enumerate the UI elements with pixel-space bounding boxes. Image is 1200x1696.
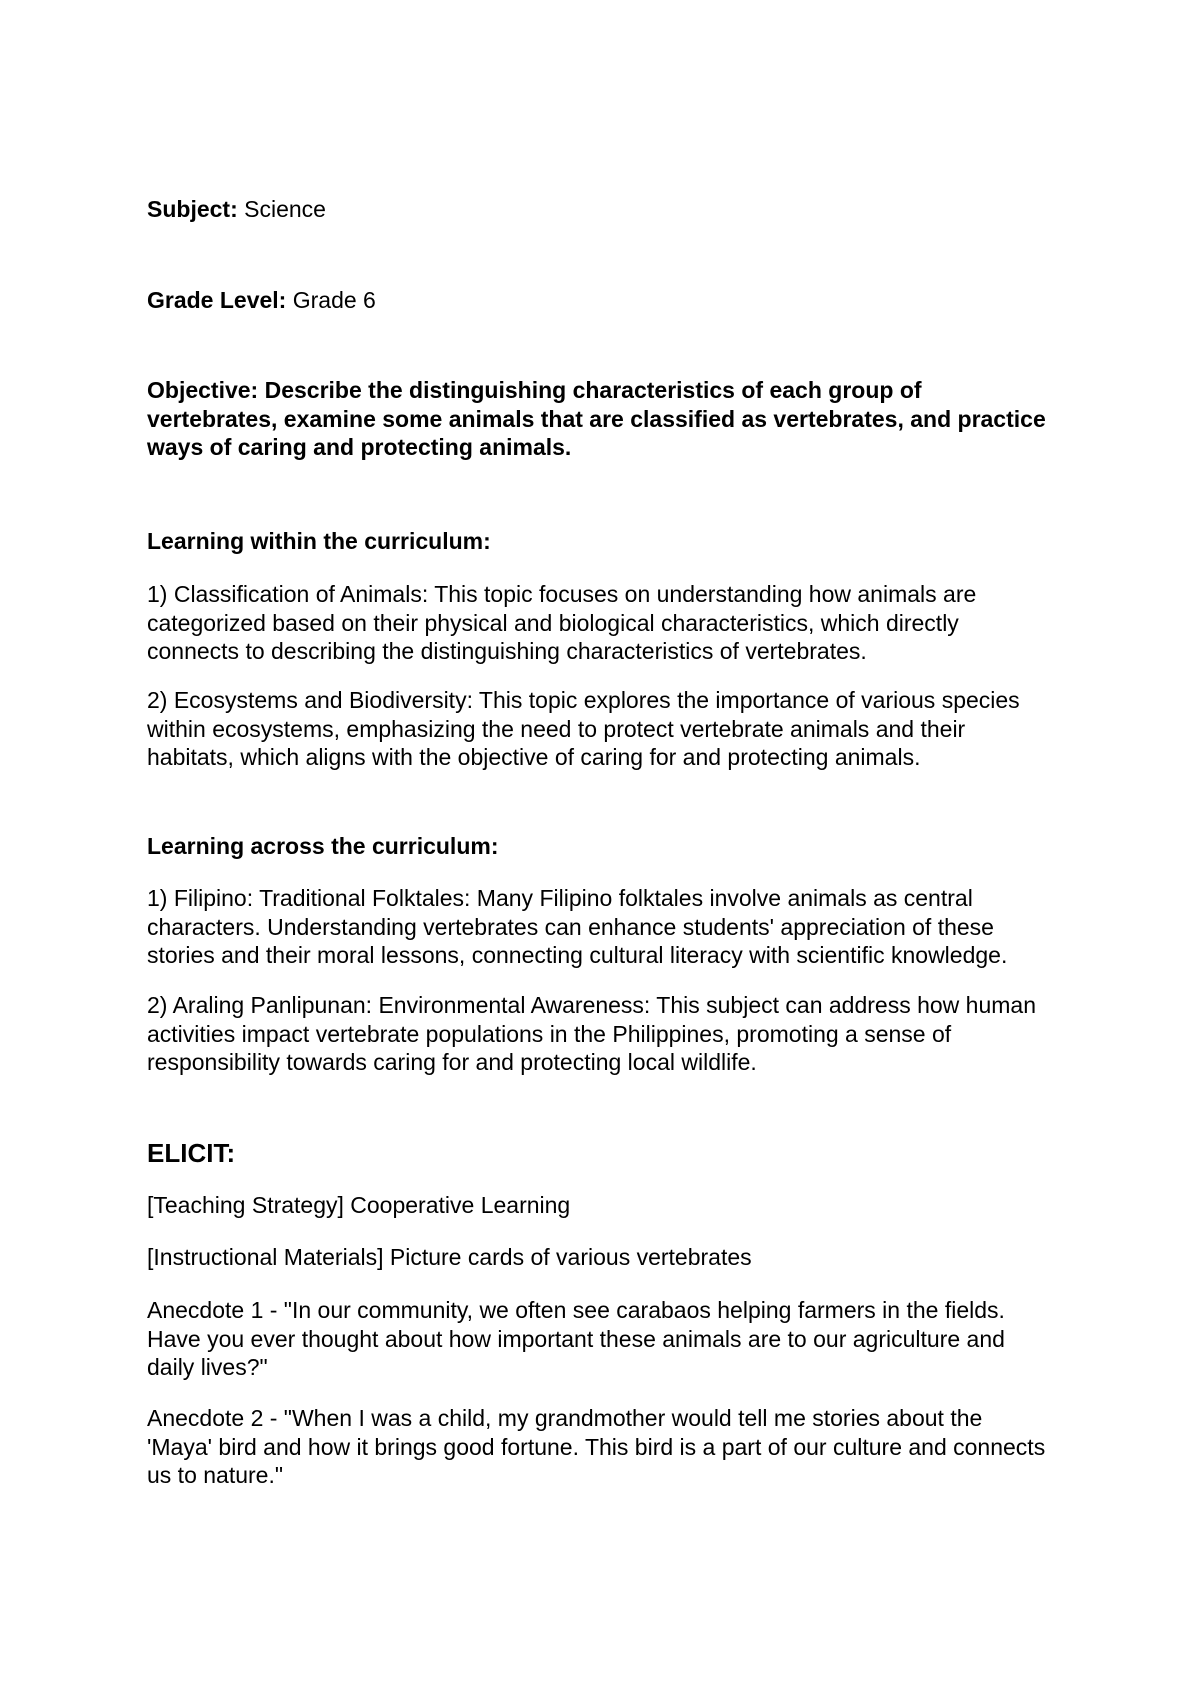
- within-heading: Learning within the curriculum:: [147, 528, 491, 554]
- anecdote-1: Anecdote 1 - "In our community, we often see carabaos helping farmers in the fields. Have you ever thought about how important these animals are to our agriculture and daily lives?": [147, 1297, 1005, 1380]
- across-item-1: 1) Filipino: Traditional Folktales: Many Filipino folktales involve animals as central characters. Understanding vertebrates can enhance students' appreciation of these stories and their moral lessons, connecting cultural literacy with scientific knowledge.: [147, 885, 1008, 968]
- elicit-heading: ELICIT:: [147, 1138, 236, 1168]
- grade-level-line: [147, 286, 376, 314]
- objective-label: Objective:: [147, 377, 259, 403]
- objective-paragraph: [147, 376, 1047, 462]
- elicit-strategy: [Teaching Strategy] Cooperative Learning: [147, 1192, 571, 1218]
- subject-line: [147, 195, 326, 223]
- anecdote-2: Anecdote 2 - "When I was a child, my grandmother would tell me stories about the 'Maya' bird and how it brings good fortune. This bird is a part of our culture and connects us to nature.": [147, 1405, 1046, 1488]
- across-item-2: 2) Araling Panlipunan: Environmental Awareness: This subject can address how human activities impact vertebrate populations in the Philippines, promoting a sense of responsibility towards caring for and protecting local wildlife.: [147, 992, 1037, 1075]
- subject-label: Subject:: [147, 196, 238, 222]
- grade-level-value: Grade 6: [292, 287, 376, 313]
- subject-value: Science: [244, 196, 326, 222]
- within-item-1: 1) Classification of Animals: This topic focuses on understanding how animals are categorized based on their physical and biological characteristics, which directly connects to describing the distinguishing characteristics of vertebrates.: [147, 581, 977, 664]
- across-heading: Learning across the curriculum:: [147, 833, 499, 859]
- elicit-materials: [Instructional Materials] Picture cards of various vertebrates: [147, 1244, 752, 1270]
- within-item-2: 2) Ecosystems and Biodiversity: This topic explores the importance of various species within ecosystems, emphasizing the need to protect vertebrate animals and their habitats, which aligns with the objective of caring for and protecting animals.: [147, 687, 1020, 770]
- grade-level-label: Grade Level:: [147, 287, 287, 313]
- objective-text: Describe the distinguishing characteristics of each group of vertebrates, examine some animals that are classified as vertebrates, and practice ways of caring and protecting animals.: [147, 377, 1046, 460]
